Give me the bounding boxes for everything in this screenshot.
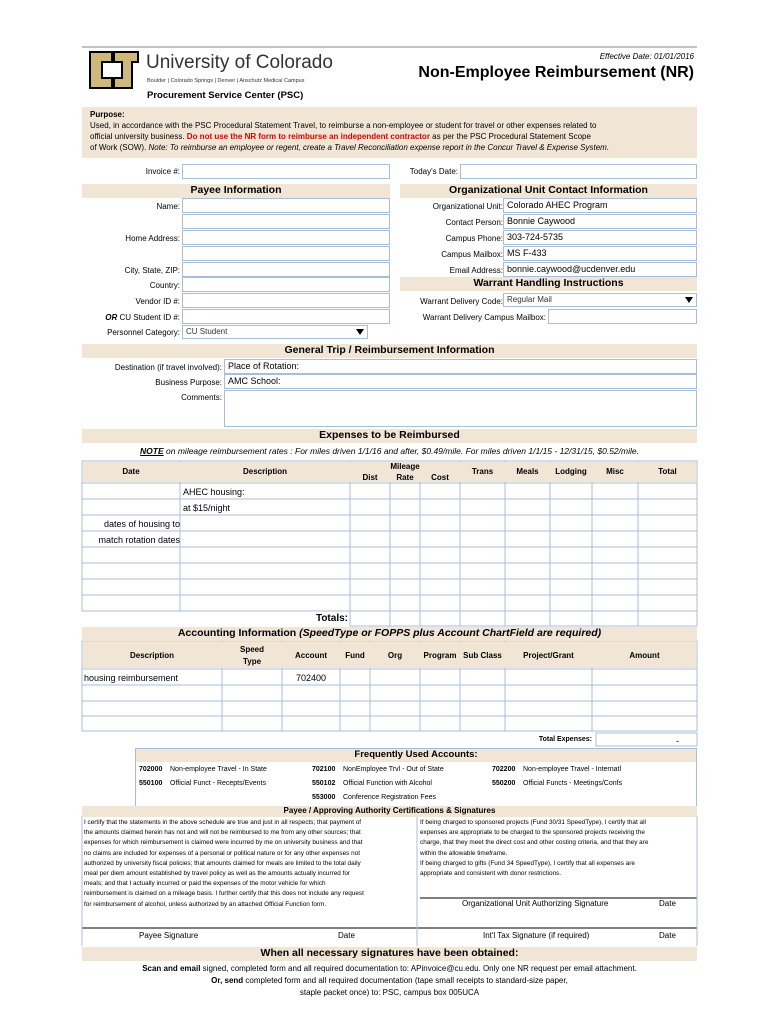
payee-header: Payee Information bbox=[82, 184, 390, 198]
org-sig-date-label: Date bbox=[659, 899, 676, 908]
col-rate: Rate bbox=[396, 473, 414, 482]
col-cost: Cost bbox=[431, 473, 449, 482]
acct-col-type: Type bbox=[242, 657, 262, 666]
expenses-header: Expenses to be Reimbursed bbox=[82, 429, 697, 443]
tax-signature-label: Int'l Tax Signature (if required) bbox=[483, 931, 590, 940]
cert-left-line: no claims are included for expenses of a personal or political nature or for any other expenses not bbox=[84, 849, 361, 857]
country-input[interactable] bbox=[182, 277, 390, 292]
cert-header: Payee / Approving Authority Certifications & Signatures bbox=[82, 806, 697, 817]
footer-line2 bbox=[82, 976, 697, 985]
total-expenses-value: - bbox=[676, 736, 679, 746]
acct-col-amount: Amount bbox=[629, 651, 660, 660]
footer-line1 bbox=[82, 964, 697, 973]
cert-left-line: expenses for which reimbursement is claimed were incurred by me on university business and that bbox=[84, 839, 363, 847]
org-signature-field[interactable] bbox=[420, 884, 697, 898]
footer-send-label: Or, send bbox=[211, 976, 244, 985]
note-label: NOTE bbox=[140, 446, 164, 456]
payee-date-label: Date bbox=[338, 931, 355, 940]
freq-label-2: NonEmployee Trvl - Out of State bbox=[343, 766, 444, 773]
vendor-input[interactable] bbox=[182, 293, 390, 308]
footer-send-text: completed form and all required documentation (tape small receipts to standard-size paper, bbox=[245, 976, 568, 985]
or-label: OR bbox=[105, 313, 118, 322]
footer-scan-text: signed, completed form and all required documentation to: APinvoice@cu.edu. Only one NR request per email attachment. bbox=[202, 964, 637, 973]
expense-row-4-date[interactable]: dates of housing to bbox=[103, 519, 180, 529]
footer-header: When all necessary signatures have been obtained: bbox=[82, 947, 697, 961]
invoice-label: Invoice #: bbox=[145, 167, 180, 176]
footer-line3: staple packet once) to: PSC, campus box 005UCA bbox=[299, 988, 480, 997]
purpose-line2b: as per the PSC Procedural Statement Scope bbox=[432, 132, 591, 141]
chevron-down-icon bbox=[356, 329, 364, 335]
freq-code-3: 702200 bbox=[492, 766, 516, 773]
acct-col-org: Org bbox=[387, 651, 403, 660]
accounting-title: Accounting Information bbox=[177, 627, 297, 639]
purpose-line2a: official university business. bbox=[90, 132, 185, 141]
cert-left bbox=[84, 818, 416, 910]
comments-input[interactable] bbox=[224, 390, 697, 427]
totals-label: Totals: bbox=[315, 613, 348, 624]
freq-label-6: Official Functs - Meetings/Confs bbox=[523, 780, 623, 787]
campuses: Boulder | Colorado Springs | Denver | Anschutz Medical Campus bbox=[147, 78, 305, 84]
contact-label: Contact Person: bbox=[445, 218, 503, 227]
email-label: Email Address: bbox=[449, 266, 503, 275]
col-description: Description bbox=[242, 467, 287, 476]
frequent-header: Frequently Used Accounts: bbox=[136, 749, 696, 762]
col-total: Total bbox=[658, 467, 677, 476]
cert-left-line: meals; and that I actually incurred or paid the expenses of the motor vehicle for which bbox=[84, 880, 326, 888]
dest-input[interactable]: Place of Rotation: bbox=[224, 359, 697, 374]
purpose-note: Note: To reimburse an employee or regent, create a Travel Reconciliation expense report in the Concur Travel & Expense System. bbox=[148, 143, 610, 152]
todays-date-input[interactable] bbox=[460, 164, 697, 179]
university-name: University of Colorado bbox=[146, 52, 333, 73]
col-meals: Meals bbox=[516, 467, 539, 476]
expense-row-2-desc[interactable]: AHEC housing: bbox=[183, 487, 245, 497]
cert-right-line: appropriate and consistent with donor restrictions. bbox=[420, 870, 562, 878]
warrant-mailbox-input[interactable] bbox=[548, 309, 697, 324]
expense-row-3-desc[interactable]: at $15/night bbox=[183, 503, 231, 513]
warrant-code-value: Regular Mail bbox=[507, 295, 552, 304]
psc-title: Procurement Service Center (PSC) bbox=[147, 90, 304, 101]
col-lodging: Lodging bbox=[555, 467, 587, 476]
col-mileage: Mileage bbox=[390, 462, 420, 471]
purpose-line3a: of Work (SOW). bbox=[90, 143, 147, 152]
org-header: Organizational Unit Contact Information bbox=[400, 184, 697, 198]
org-unit-label: Organizational Unit: bbox=[432, 202, 503, 211]
total-expenses-label: Total Expenses: bbox=[538, 736, 592, 743]
todays-date-label: Today's Date: bbox=[409, 167, 458, 176]
acct-row-1-account[interactable]: 702400 bbox=[296, 673, 327, 683]
col-dist: Dist bbox=[362, 473, 378, 482]
vendor-label: Vendor ID #: bbox=[135, 297, 180, 306]
payee-signature-label: Payee Signature bbox=[139, 931, 199, 940]
acct-col-speed: Speed bbox=[239, 645, 264, 654]
comments-label: Comments: bbox=[181, 393, 222, 402]
freq-label-1: Non-employee Travel - In State bbox=[170, 766, 267, 773]
cert-left-line: authorized by university fiscal policies; that amounts claimed for meals are limited to the total daily bbox=[84, 859, 361, 867]
mailbox-label: Campus Mailbox: bbox=[441, 250, 503, 259]
category-label: Personnel Category: bbox=[107, 328, 180, 337]
org-signature-label: Organizational Unit Authorizing Signature bbox=[462, 899, 609, 908]
col-date: Date bbox=[122, 467, 140, 476]
cert-right bbox=[420, 818, 696, 879]
note-text: on mileage reimbursement rates : For miles driven 1/1/16 and after, $0.49/mile. For miles driven 1/1/15 - 12/31/15, $0.52/mile. bbox=[166, 446, 639, 456]
name-label: Name: bbox=[156, 202, 180, 211]
cert-left-line: I certify that the statements in the above schedule are true and just in all respects; that payment of bbox=[84, 819, 362, 826]
cert-right-line: If being charged to sponsored projects (Fund 30/31 SpeedType), I certify that all bbox=[420, 819, 646, 826]
freq-code-2: 702100 bbox=[312, 766, 336, 773]
acct-col-account: Account bbox=[295, 651, 327, 660]
acct-col-program: Program bbox=[423, 651, 457, 660]
city-input[interactable] bbox=[182, 262, 390, 277]
cert-right-line: expenses are appropriate to be charged to the sponsored projects receiving the bbox=[420, 829, 645, 837]
cu-logo bbox=[88, 50, 140, 90]
cuid-label bbox=[105, 313, 180, 322]
invoice-input[interactable] bbox=[182, 164, 390, 179]
bpurpose-input[interactable]: AMC School: bbox=[224, 374, 697, 389]
accounting-subtitle: (SpeedType or FOPPS plus Account ChartField are required) bbox=[299, 627, 602, 639]
address-input-1[interactable] bbox=[182, 214, 390, 229]
acct-row-1-desc[interactable]: housing reimbursement bbox=[84, 673, 179, 683]
country-label: Country: bbox=[149, 281, 180, 290]
cert-right-line: If being charged to gifts (Fund 34 SpeedType), I certify that all expenses are bbox=[420, 859, 635, 867]
expense-row-5-date[interactable]: match rotation dates bbox=[98, 535, 180, 545]
col-misc: Misc bbox=[606, 467, 624, 476]
dest-label: Destination (if travel involved): bbox=[114, 363, 222, 372]
accounting-header bbox=[82, 627, 697, 641]
footer-scan-label: Scan and email bbox=[142, 964, 201, 973]
freq-label-7: Conference Registration Fees bbox=[343, 794, 436, 801]
purpose-label: Purpose: bbox=[90, 110, 125, 119]
purpose-warning: Do not use the NR form to reimburse an independent contractor bbox=[186, 132, 430, 141]
warrant-code-select[interactable] bbox=[503, 293, 697, 307]
form-title: Non-Employee Reimbursement (NR) bbox=[418, 64, 694, 81]
freq-code-1: 702000 bbox=[139, 766, 163, 773]
freq-code-6: 550200 bbox=[492, 780, 516, 787]
cert-right-line: charge, that they meet the direct cost and other costing criteria, and that they are bbox=[420, 839, 649, 847]
org-unit-input[interactable]: Colorado AHEC Program bbox=[503, 198, 697, 213]
mileage-note bbox=[82, 446, 697, 456]
payee-signature-field[interactable] bbox=[82, 914, 417, 928]
bpurpose-label: Business Purpose: bbox=[155, 378, 222, 387]
acct-col-subclass: Sub Class bbox=[463, 651, 502, 660]
cuid-text: CU Student ID #: bbox=[119, 313, 180, 322]
warrant-code-label: Warrant Delivery Code: bbox=[420, 297, 503, 306]
trip-header: General Trip / Reimbursement Information bbox=[82, 344, 697, 358]
freq-code-7: 553000 bbox=[312, 794, 336, 801]
category-select[interactable] bbox=[182, 325, 368, 339]
freq-label-4: Official Funct - Recepts/Events bbox=[170, 780, 266, 787]
address-input-2[interactable] bbox=[182, 230, 390, 245]
acct-col-desc: Description bbox=[129, 651, 174, 660]
freq-code-5: 550102 bbox=[312, 780, 336, 787]
cert-left-line: reimbursement is claimed on a mileage basis. I further certify that this does not include any request bbox=[84, 890, 364, 898]
acct-col-project: Project/Grant bbox=[523, 651, 574, 660]
cert-left-line: for reimbursement of alcohol, unless authorized by an attached Official Function form. bbox=[84, 900, 327, 908]
contact-input[interactable]: Bonnie Caywood bbox=[503, 214, 697, 229]
freq-label-5: Official Function with Alcohol bbox=[343, 780, 432, 787]
acct-col-fund: Fund bbox=[345, 651, 365, 660]
cert-left-line: the amounts claimed herein has not and will not be reimbursed to me from any other sources; that bbox=[84, 829, 361, 837]
warrant-header: Warrant Handling Instructions bbox=[400, 277, 697, 291]
email-input[interactable]: bonnie.caywood@ucdenver.edu bbox=[503, 262, 697, 277]
phone-label: Campus Phone: bbox=[445, 234, 503, 243]
name-input[interactable] bbox=[182, 198, 390, 213]
effective-date: Effective Date: 01/01/2016 bbox=[599, 52, 694, 61]
phone-input[interactable]: 303-724-5735 bbox=[503, 230, 697, 245]
freq-code-4: 550100 bbox=[139, 780, 163, 787]
cert-left-line: meal per diem amount established by travel policy as well as the amounts actually incurred for bbox=[84, 870, 351, 878]
warrant-mailbox-label: Warrant Delivery Campus Mailbox: bbox=[422, 313, 546, 322]
address-input-3[interactable] bbox=[182, 246, 390, 261]
cert-right-line: within the allowable timeframe. bbox=[420, 849, 508, 857]
tax-date-label: Date bbox=[659, 931, 676, 940]
address-label: Home Address: bbox=[125, 234, 180, 243]
cuid-input[interactable] bbox=[182, 309, 390, 324]
freq-label-3: Non-employee Travel - Internatl bbox=[523, 766, 622, 773]
col-trans: Trans bbox=[471, 467, 494, 476]
purpose-line1: Used, in accordance with the PSC Procedural Statement Travel, to reimburse a non-employee or student for travel or other expenses related to bbox=[90, 121, 597, 130]
chevron-down-icon bbox=[685, 297, 693, 303]
mailbox-input[interactable]: MS F-433 bbox=[503, 246, 697, 261]
category-value: CU Student bbox=[186, 327, 228, 336]
purpose-box bbox=[82, 107, 697, 158]
city-label: City, State, ZIP: bbox=[124, 266, 180, 275]
